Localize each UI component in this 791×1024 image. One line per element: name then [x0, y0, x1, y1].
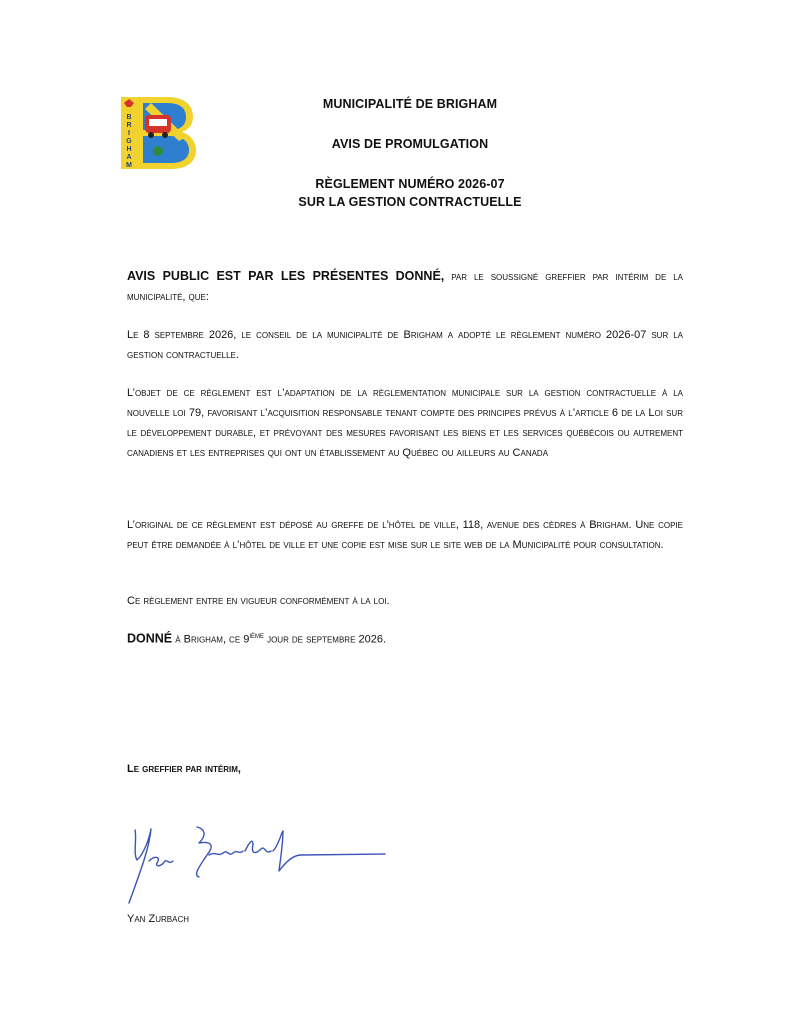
svg-text:M: M: [126, 162, 132, 169]
given-ordinal: ième: [249, 631, 265, 640]
public-notice-lead: AVIS PUBLIC EST PAR LES PRÉSENTES DONNÉ,: [127, 269, 445, 283]
svg-text:G: G: [126, 138, 132, 145]
svg-text:B: B: [126, 114, 132, 121]
bylaw-heading: [250, 175, 570, 211]
brigham-logo: [121, 97, 197, 169]
svg-text:H: H: [126, 146, 132, 153]
signatory-title: Le greffier par intérim,: [127, 763, 241, 775]
given-lead: DONNÉ: [127, 631, 173, 646]
given-place: à Brigham, ce 9: [172, 633, 250, 646]
paragraph-in-force: Ce règlement entre en vigueur conformément à la loi.: [127, 595, 390, 607]
svg-text:A: A: [126, 154, 132, 161]
bylaw-number: RÈGLEMENT NUMÉRO 2026-07: [315, 177, 505, 191]
bylaw-subject: SUR LA GESTION CONTRACTUELLE: [298, 195, 522, 209]
public-notice-text: par le soussigné greffier par intérim de la municipalité, que:: [127, 271, 683, 303]
paragraph-deposit: L’original de ce règlement est déposé au greffe de l'hôtel de ville, 118, avenue des cèdres à Brigham. Une copie peut être demandée à l’hôtel de ville et une copie est mise sur le site web de la Municipalité pour consultation.: [127, 519, 683, 551]
paragraph-adoption: Le 8 septembre 2026, le conseil de la municipalité de Brigham a adopté le règlement numéro 2026-07 sur la gestion contractuelle.: [127, 329, 683, 361]
svg-text:R: R: [126, 122, 132, 129]
svg-text:I: I: [128, 130, 130, 137]
signatory-name: Yan Zurbach: [127, 913, 190, 925]
paragraph-public-notice: [127, 266, 683, 307]
handwritten-signature: [115, 815, 395, 910]
paragraph-purpose: L’objet de ce règlement est l’adaptation de la règlementation municipale sur la gestion contractuelle à la nouvelle loi 79, favorisant l’acquisition responsable tenant compte des principes prévus à l’article 6 de la Loi sur le développement durable, et prévoyant des mesures favorisant les biens et les services québécois ou autrement canadiens et les entreprises qui ont un établissement au Québec ou ailleurs au Canada: [127, 387, 683, 459]
given-date: jour de septembre 2026.: [264, 633, 387, 646]
notice-type-heading: AVIS DE PROMULGATION: [331, 137, 489, 151]
municipality-heading: MUNICIPALITÉ DE BRIGHAM: [322, 97, 498, 111]
paragraph-given: [127, 626, 683, 650]
